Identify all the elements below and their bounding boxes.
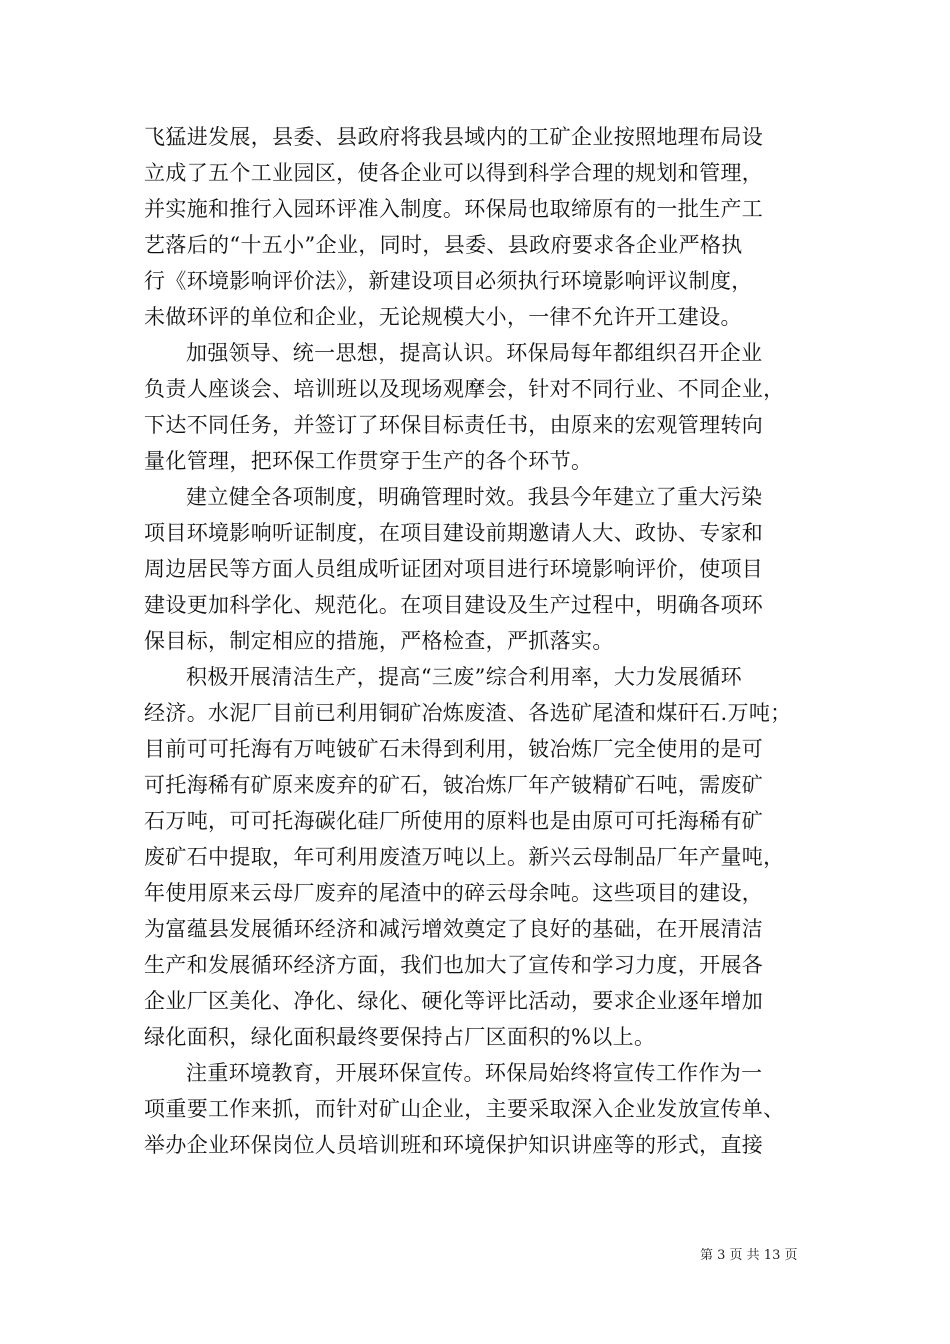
text-line: 飞猛进发展，县委、县政府将我县域内的工矿企业按照地理布局设 — [144, 125, 764, 149]
text-line: 年使用原来云母厂废弃的尾渣中的碎云母余吨。这些项目的建设， — [144, 881, 764, 905]
text-line: 生产和发展循环经济方面，我们也加大了宣传和学习力度，开展各 — [144, 953, 764, 977]
text-line: 绿化面积，绿化面积最终要保持占厂区面积的%以上。 — [144, 1025, 656, 1049]
text-line: 立成了五个工业园区，使各企业可以得到科学合理的规划和管理， — [144, 161, 764, 185]
document-body — [144, 119, 810, 1163]
text-line: 周边居民等方面人员组成听证团对项目进行环境影响评价，使项目 — [144, 557, 764, 581]
text-line: 负责人座谈会、培训班以及现场观摩会，针对不同行业、不同企业， — [144, 377, 785, 401]
text-line: 未做环评的单位和企业，无论规模大小，一律不允许开工建设。 — [144, 305, 742, 329]
text-line: 举办企业环保岗位人员培训班和环境保护知识讲座等的形式，直接 — [144, 1133, 764, 1157]
text-line: 建立健全各项制度，明确管理时效。我县今年建立了重大污染 — [186, 485, 763, 509]
text-line: 可托海稀有矿原来废弃的矿石，铍冶炼厂年产铍精矿石吨，需废矿 — [144, 773, 764, 797]
text-line: 并实施和推行入园环评准入制度。环保局也取缔原有的一批生产工 — [144, 197, 764, 221]
text-line: 项重要工作来抓，而针对矿山企业，主要采取深入企业发放宣传单、 — [144, 1097, 785, 1121]
text-line: 注重环境教育，开展环保宣传。环保局始终将宣传工作作为一 — [186, 1061, 763, 1085]
text-line: 目前可可托海有万吨铍矿石未得到利用，铍冶炼厂完全使用的是可 — [144, 737, 764, 761]
text-line: 保目标，制定相应的措施，严格检查，严抓落实。 — [144, 629, 614, 653]
text-line: 废矿石中提取，年可利用废渣万吨以上。新兴云母制品厂年产量吨， — [144, 845, 785, 869]
text-line: 下达不同任务，并签订了环保目标责任书，由原来的宏观管理转向 — [144, 413, 764, 437]
text-line: 量化管理，把环保工作贯穿于生产的各个环节。 — [144, 449, 593, 473]
text-line: 为富蕴县发展循环经济和减污增效奠定了良好的基础，在开展清洁 — [144, 917, 764, 941]
text-line: 项目环境影响听证制度，在项目建设前期邀请人大、政协、专家和 — [144, 521, 764, 545]
text-line: 石万吨，可可托海碳化硅厂所使用的原料也是由原可可托海稀有矿 — [144, 809, 764, 833]
text-line: 艺落后的“十五小”企业，同时，县委、县政府要求各企业严格执 — [144, 233, 743, 257]
text-line: 建设更加科学化、规范化。在项目建设及生产过程中，明确各项环 — [144, 593, 764, 617]
text-line: 经济。水泥厂目前已利用铜矿冶炼废渣、各选矿尾渣和煤矸石.万吨； — [144, 701, 792, 725]
text-line: 行《环境影响评价法》，新建设项目必须执行环境影响评议制度， — [144, 269, 753, 293]
text-line: 积极开展清洁生产，提高“三废”综合利用率，大力发展循环 — [186, 665, 742, 689]
text-line: 加强领导、统一思想，提高认识。环保局每年都组织召开企业 — [186, 341, 763, 365]
page-footer: 第 3 页 共 13 页 — [700, 1248, 798, 1263]
text-line: 企业厂区美化、净化、绿化、硬化等评比活动，要求企业逐年增加 — [144, 989, 764, 1013]
